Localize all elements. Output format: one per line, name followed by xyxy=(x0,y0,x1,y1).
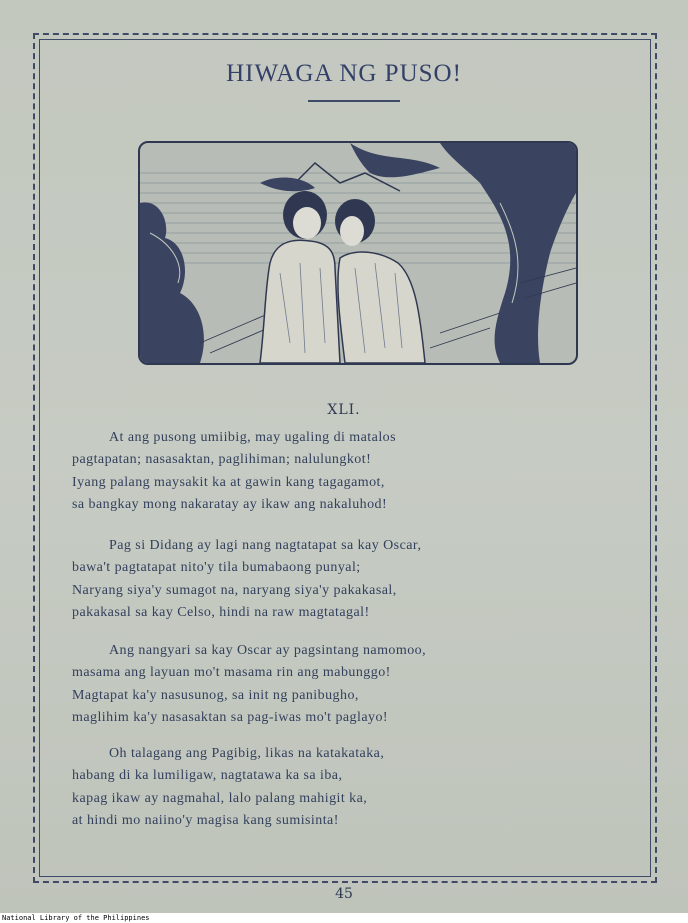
stanza-3 xyxy=(72,640,592,729)
couple-drawing xyxy=(140,143,576,363)
verse-line: pagtapatan; nasasaktan, paglihiman; nalulungkot! xyxy=(72,452,372,468)
verse-line: sa bangkay mong nakaratay ay ikaw ang nakaluhod! xyxy=(72,496,388,512)
verse-line: bawa't pagtatapat nito'y tila bumabaong punyal; xyxy=(72,560,361,576)
verse-line: habang di ka lumiligaw, nagtatawa ka sa iba, xyxy=(72,768,343,784)
page-title: HIWAGA NG PUSO! xyxy=(226,60,462,87)
title-underline xyxy=(308,100,400,102)
verse-line: maglihim ka'y nasasaktan sa pag-iwas mo't paglayo! xyxy=(72,709,389,725)
stanza-2 xyxy=(72,535,592,624)
verse-line: Ang nangyari sa kay Oscar ay pagsintang namomoo, xyxy=(109,643,427,658)
credit-strip xyxy=(0,913,688,923)
verse-line: masama ang layuan mo't masama rin ang mabunggo! xyxy=(72,665,391,681)
verse-line: Magtapat ka'y nasusunog, sa init ng panibugho, xyxy=(72,687,359,703)
verse-line: kapag ikaw ay nagmahal, lalo palang mahigit ka, xyxy=(72,790,368,806)
section-number: XLI. xyxy=(327,402,361,418)
verse-line: at hindi mo naiino'y magisa kang sumisinta! xyxy=(72,812,339,828)
couple-illustration xyxy=(138,141,578,365)
verse-line: Oh talagang ang Pagibig, likas na katakataka, xyxy=(109,746,385,761)
page-number: 45 xyxy=(335,886,353,902)
credit-text: National Library of the Philippines xyxy=(2,914,150,922)
stanza-4 xyxy=(72,743,592,832)
stanza-1 xyxy=(72,427,592,516)
verse-line: Pag si Didang ay lagi nang nagtatapat sa kay Oscar, xyxy=(109,538,422,553)
verse-line: Naryang siya'y sumagot na, naryang siya'y pakakasal, xyxy=(72,582,397,598)
verse-line: At ang pusong umiibig, may ugaling di matalos xyxy=(109,430,397,445)
verse-line: Iyang palang maysakit ka at gawin kang tagagamot, xyxy=(72,474,385,490)
verse-line: pakakasal sa kay Celso, hindi na raw magtatagal! xyxy=(72,604,370,620)
